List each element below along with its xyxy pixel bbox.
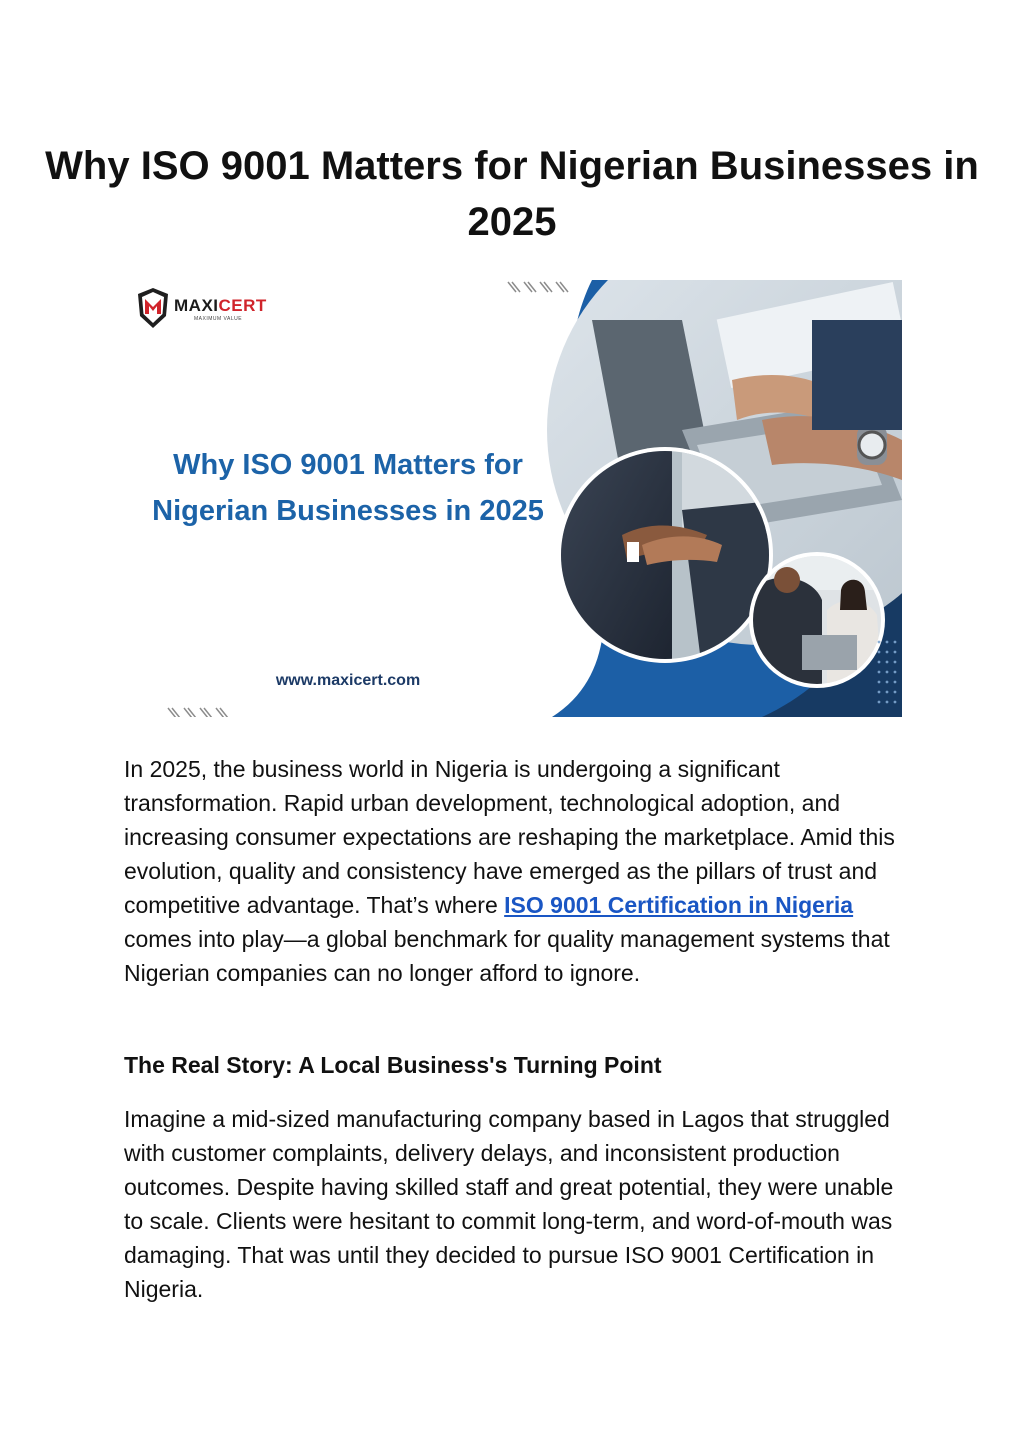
stripe-decoration-icon — [166, 706, 236, 717]
banner-heading — [122, 442, 574, 534]
stripe-decoration-icon — [506, 280, 576, 294]
banner-url: www.maxicert.com — [275, 672, 421, 689]
article-banner-image — [122, 280, 902, 717]
intro-paragraph — [124, 752, 904, 990]
maxicert-shield-icon — [136, 286, 170, 330]
logo-name-prefix: MAXI — [174, 296, 219, 315]
page-title: Why ISO 9001 Matters for Nigerian Businesses in 2025 — [45, 144, 979, 244]
banner-heading-line-1: Why ISO 9001 Matters for — [173, 449, 523, 481]
section-heading: The Real Story: A Local Business's Turning Point — [124, 1052, 662, 1078]
logo-name-suffix: CERT — [218, 296, 267, 315]
banner-heading-line-2: Nigerian Businesses in 2025 — [152, 495, 544, 527]
iso-certification-link[interactable]: ISO 9001 Certification in Nigeria — [504, 892, 854, 918]
intro-text-after-link: comes into play—a global benchmark for quality management systems that Nigerian companies can no longer afford to ignore. — [124, 926, 890, 986]
maxicert-logo — [136, 286, 276, 334]
section-paragraph: Imagine a mid-sized manufacturing company based in Lagos that struggled with customer complaints, delivery delays, and inconsistent production outcomes. Despite having skilled staff and great potential, they were unable to scale. Clients were hesitant to commit long-term, and word-of-mouth was damaging. That was until they decided to pursue ISO 9001 Certification in Nigeria. — [124, 1106, 894, 1302]
logo-tagline: MAXIMUM VALUE — [194, 316, 243, 322]
intro-text-before-link: In 2025, the business world in Nigeria is undergoing a significant transformation. Rapid urban development, technological adoption, and increasing consumer expectations are reshaping the marketplace. Amid this evolution, quality and consistency have emerged as the pillars of trust and competitive advantage. That’s where — [124, 756, 895, 918]
